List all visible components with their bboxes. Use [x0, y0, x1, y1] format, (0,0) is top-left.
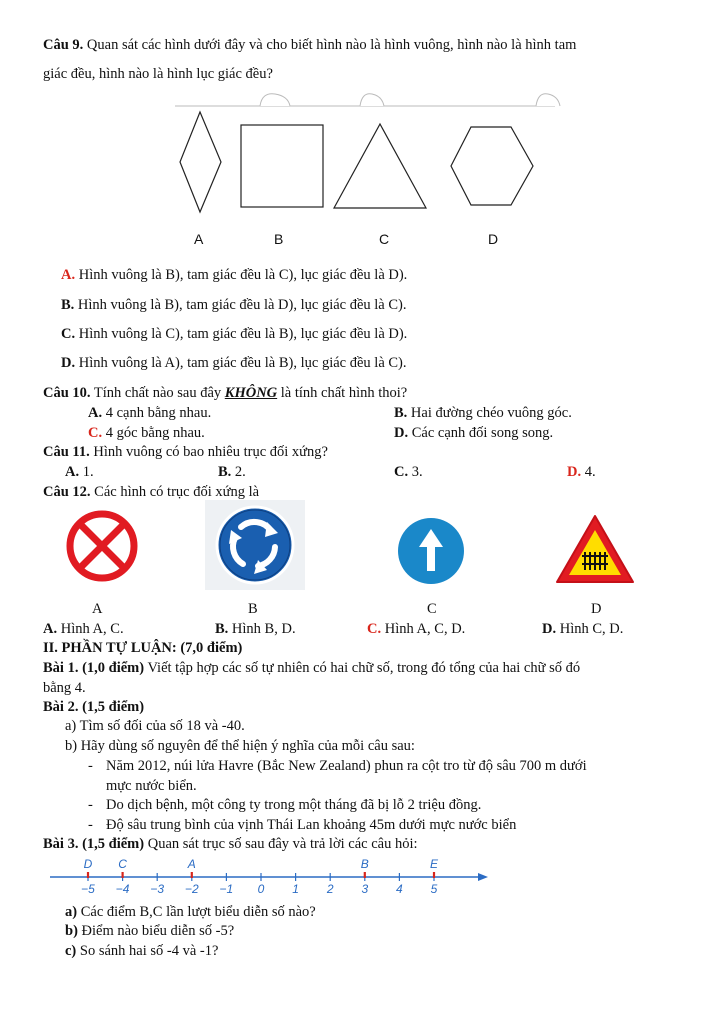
bai2-item-1-line1: Năm 2012, núi lửa Havre (Bắc New Zealand) phun ra cột tro từ độ sâu 700 m dưới [106, 758, 587, 774]
bai3-question [43, 836, 418, 853]
q11-option-b [218, 464, 246, 481]
number-line-arrow-icon [478, 873, 488, 881]
q11-question [43, 444, 328, 461]
q11-option-a [65, 464, 94, 481]
q10-option-a [88, 405, 211, 422]
bai3-question-a-text: Các điểm B,C lần lượt biểu diễn số nào? [77, 904, 316, 920]
q9-text2: giác đều, hình nào là hình lục giác đều? [43, 66, 273, 82]
q9-number: Câu 9. [43, 37, 84, 53]
q10-option-b [394, 405, 572, 422]
q10-text-after: là tính chất hình thoi? [277, 385, 408, 401]
sign-label-c: C [427, 601, 437, 617]
q12-option-d-text: Hình C, D. [556, 621, 624, 637]
q9-text1: Quan sát các hình dưới đây và cho biết hình nào là hình vuông, hình nào là hình tam [83, 37, 577, 53]
q12-option-a [43, 621, 124, 638]
sign-b-roundabout-icon [205, 500, 305, 590]
q9-option-a-text: Hình vuông là B), tam giác đều là C), lục giác đều là D). [75, 267, 408, 283]
q9-option-a-letter: A. [61, 267, 76, 283]
bai3-number: Bài 3. (1,5 điểm) [43, 836, 145, 852]
q10-option-d-letter: D. [394, 425, 409, 441]
sign-label-a: A [92, 601, 103, 617]
axis-tick-label: 2 [326, 882, 334, 896]
q10-option-b-letter: B. [394, 405, 408, 421]
sign-label-b: B [248, 601, 258, 617]
q12-option-a-letter: A. [43, 621, 58, 637]
bai3-question-c-letter: c) [65, 943, 77, 959]
sign-c-ahead-only-icon [395, 515, 467, 587]
q11-option-a-text: 1. [79, 464, 94, 480]
q9-option-b [61, 297, 407, 314]
rhombus-shape [180, 112, 221, 212]
q10-option-b-text: Hai đường chéo vuông góc. [407, 405, 572, 421]
shape-label-d: D [488, 231, 499, 247]
q12-option-c-text: Hình A, C, D. [381, 621, 466, 637]
q12-option-d-letter: D. [542, 621, 557, 637]
bai2-item-2-dash: - [88, 797, 93, 813]
bai2-item-1-line2: mực nước biển. [106, 778, 197, 794]
q11-text: Hình vuông có bao nhiêu trục đối xứng? [89, 444, 328, 460]
bai3-question-c-text: So sánh hai số -4 và -1? [76, 943, 219, 959]
axis-tick-label: −3 [150, 882, 165, 896]
bai3-question-b [65, 923, 234, 940]
q11-option-d-text: 4. [581, 464, 596, 480]
q10-option-a-text: 4 cạnh bằng nhau. [102, 405, 212, 421]
axis-tick-label: −2 [184, 882, 199, 896]
q9-option-b-letter: B. [61, 297, 75, 313]
axis-tick-label: 4 [396, 882, 403, 896]
q12-number: Câu 12. [43, 484, 91, 500]
number-line [50, 855, 495, 897]
q9-option-a [61, 267, 407, 284]
bai1-line1 [43, 660, 580, 677]
q9-line1 [43, 37, 576, 54]
bai1-text2: bằng 4. [43, 680, 86, 696]
q11-option-c-text: 3. [408, 464, 423, 480]
axis-point-label: D [83, 857, 93, 871]
bai2-item-1-dash: - [88, 758, 93, 774]
square-shape [241, 125, 323, 207]
sign-a-prohibition-icon [64, 508, 140, 584]
q10-emphasis: KHÔNG [224, 385, 278, 401]
bai1-text1: Viết tập hợp các số tự nhiên có hai chữ số, trong đó tổng của hai chữ số đó [144, 660, 581, 676]
q10-option-a-letter: A. [88, 405, 103, 421]
triangle-shape [334, 124, 426, 208]
q10-question [43, 385, 407, 402]
bai3-question-c [65, 943, 218, 960]
bai2-item-3-line1: Độ sâu trung bình của vịnh Thái Lan khoảng 45m dưới mực nước biển [106, 817, 517, 833]
q12-text: Các hình có trục đối xứng là [90, 484, 260, 500]
q12-option-b [215, 621, 296, 638]
axis-point-label: A [187, 857, 196, 871]
axis-tick-label: 0 [257, 882, 265, 896]
shape-label-c: C [379, 231, 390, 247]
q11-option-b-letter: B. [218, 464, 232, 480]
q10-text-before: Tính chất nào sau đây [90, 385, 225, 401]
part2-heading: II. PHẦN TỰ LUẬN: (7,0 điểm) [43, 640, 243, 656]
axis-point-label: E [429, 857, 439, 871]
bai3-question-a-letter: a) [65, 904, 78, 920]
bai2-part-a: a) Tìm số đối của số 18 và -40. [65, 718, 245, 734]
q12-option-c-letter: C. [367, 621, 382, 637]
q11-option-d [567, 464, 596, 481]
q10-number: Câu 10. [43, 385, 91, 401]
q11-option-b-text: 2. [231, 464, 246, 480]
axis-tick-label: 3 [361, 882, 369, 896]
axis-tick-label: 1 [292, 882, 299, 896]
q9-shapes-figure [160, 92, 570, 252]
q9-option-d-text: Hình vuông là A), tam giác đều là B), lục giác đều là C). [75, 355, 407, 371]
q9-option-c-letter: C. [61, 326, 76, 342]
q10-option-c-letter: C. [88, 425, 103, 441]
q10-option-d-text: Các cạnh đối song song. [408, 425, 554, 441]
sign-label-d: D [591, 601, 602, 617]
shape-label-a: A [194, 231, 204, 247]
bai3-text: Quan sát trục số sau đây và trả lời các câu hỏi: [144, 836, 418, 852]
axis-tick-label: −5 [81, 882, 95, 896]
axis-tick-label: −4 [115, 882, 130, 896]
q9-option-d-letter: D. [61, 355, 76, 371]
q12-option-a-text: Hình A, C. [57, 621, 124, 637]
bai2-item-2-line1: Do dịch bệnh, một công ty trong một tháng đã bị lỗ 2 triệu đồng. [106, 797, 482, 813]
q12-option-d [542, 621, 623, 638]
axis-tick-label: 5 [430, 882, 438, 896]
bai2-part-b: b) Hãy dùng số nguyên để thể hiện ý nghĩa của mỗi câu sau: [65, 738, 415, 754]
q9-option-b-text: Hình vuông là B), tam giác đều là D), lục giác đều là C). [74, 297, 407, 313]
q11-option-c [394, 464, 423, 481]
q9-option-c [61, 326, 407, 343]
shape-label-b: B [274, 231, 284, 247]
bai1-number: Bài 1. (1,0 điểm) [43, 660, 145, 676]
q10-option-c [88, 425, 205, 442]
q12-option-b-letter: B. [215, 621, 229, 637]
bai3-question-b-letter: b) [65, 923, 78, 939]
q10-option-d [394, 425, 553, 442]
q11-option-d-letter: D. [567, 464, 582, 480]
axis-point-label: B [360, 857, 369, 871]
q12-question [43, 484, 259, 501]
q11-number: Câu 11. [43, 444, 90, 460]
q10-option-c-text: 4 góc bằng nhau. [102, 425, 205, 441]
q9-option-d [61, 355, 407, 372]
bai2-item-3-dash: - [88, 817, 93, 833]
bai2-heading: Bài 2. (1,5 điểm) [43, 699, 145, 715]
axis-point-label: C [118, 857, 127, 871]
hexagon-shape [451, 127, 533, 205]
q9-option-c-text: Hình vuông là C), tam giác đều là B), lục giác đều là D). [75, 326, 408, 342]
bai3-question-a [65, 904, 316, 921]
q12-option-b-text: Hình B, D. [228, 621, 296, 637]
bai3-question-b-text: Điểm nào biểu diễn số -5? [77, 923, 235, 939]
q11-option-c-letter: C. [394, 464, 409, 480]
axis-tick-label: −1 [219, 882, 234, 896]
sign-d-railway-warning-icon [554, 512, 636, 586]
q12-option-c [367, 621, 465, 638]
q11-option-a-letter: A. [65, 464, 80, 480]
